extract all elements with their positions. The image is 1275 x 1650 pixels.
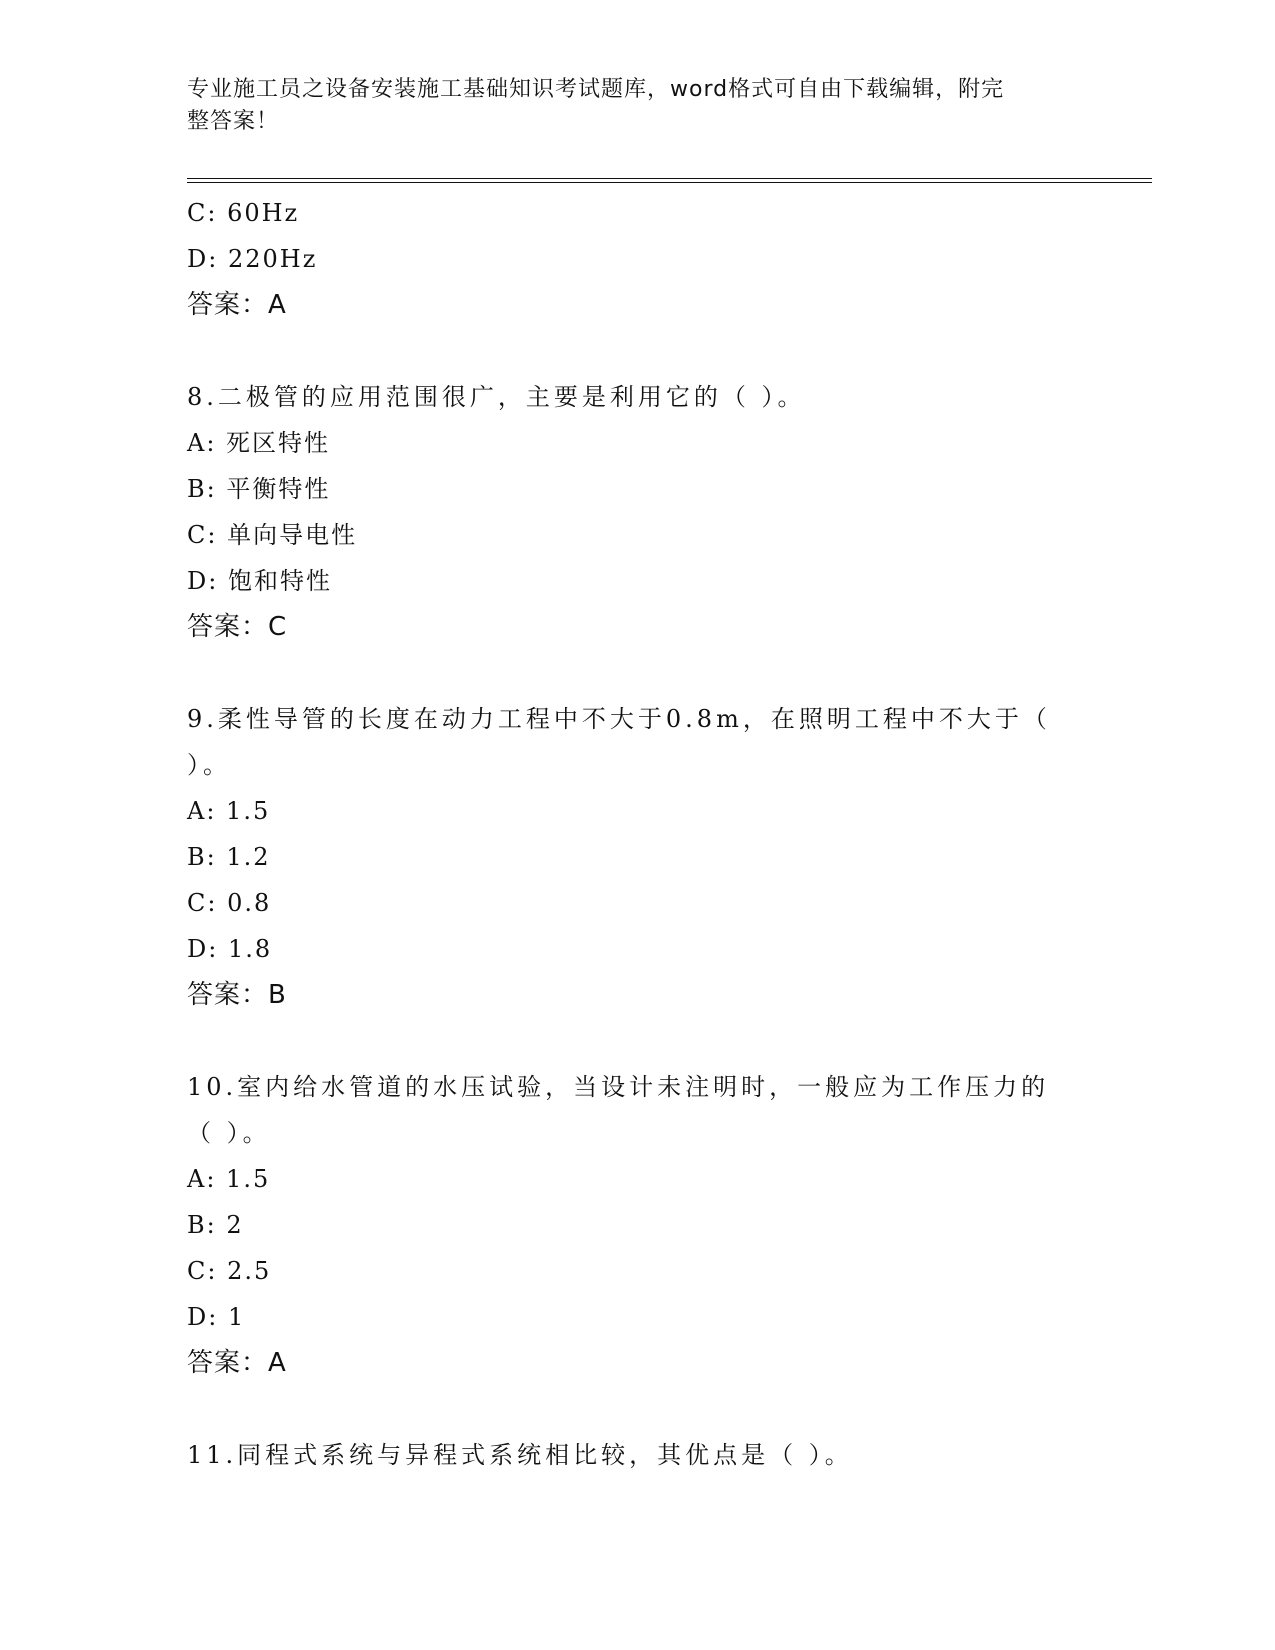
option-d: D: 1: [187, 1303, 246, 1331]
option-d: D: 饱和特性: [187, 567, 332, 595]
header-line-2: 整答案！: [187, 109, 280, 134]
spacer: [187, 1018, 1067, 1064]
question-text-line-1: 9.柔性导管的长度在动力工程中不大于0.8m，在照明工程中不大于（: [187, 705, 1051, 733]
option-c: C: 单向导电性: [187, 521, 358, 549]
option-a: A: 死区特性: [187, 429, 331, 457]
question-8-block: [187, 374, 1067, 650]
question-10-block: [187, 1064, 1067, 1386]
answer-label: 答案：A: [187, 290, 287, 320]
option-c: C: 0.8: [187, 889, 272, 917]
header-rule-bottom: [187, 182, 1152, 183]
document-header: [187, 74, 1067, 138]
answer-label: 答案：A: [187, 1348, 287, 1378]
question-text-line-1: 10.室内给水管道的水压试验，当设计未注明时，一般应为工作压力的: [187, 1073, 1050, 1101]
answer-label: 答案：B: [187, 980, 287, 1010]
question-7-block: [187, 190, 1067, 328]
option-c: C: 2.5: [187, 1257, 272, 1285]
option-a: A: 1.5: [187, 797, 271, 825]
question-text-line-2: ）。: [187, 751, 231, 779]
option-a: A: 1.5: [187, 1165, 271, 1193]
spacer: [187, 1386, 1067, 1432]
option-d: D: 1.8: [187, 935, 273, 963]
option-d: D: 220Hz: [187, 245, 318, 273]
question-11-block: [187, 1432, 1067, 1478]
answer-label: 答案：C: [187, 612, 288, 642]
question-text: 8.二极管的应用范围很广，主要是利用它的（ ）。: [187, 383, 806, 411]
question-list: [187, 190, 1067, 1478]
option-b: B: 1.2: [187, 843, 271, 871]
header-line-1: 专业施工员之设备安装施工基础知识考试题库，word格式可自由下载编辑，附完: [187, 77, 1005, 102]
spacer: [187, 328, 1067, 374]
option-b: B: 平衡特性: [187, 475, 331, 503]
option-b: B: 2: [187, 1211, 244, 1239]
spacer: [187, 650, 1067, 696]
question-text-line-2: （ ）。: [187, 1119, 271, 1147]
question-9-block: [187, 696, 1067, 1018]
question-text: 11.同程式系统与异程式系统相比较，其优点是（ ）。: [187, 1441, 853, 1469]
header-rule-top: [187, 178, 1152, 179]
option-c: C: 60Hz: [187, 199, 300, 227]
